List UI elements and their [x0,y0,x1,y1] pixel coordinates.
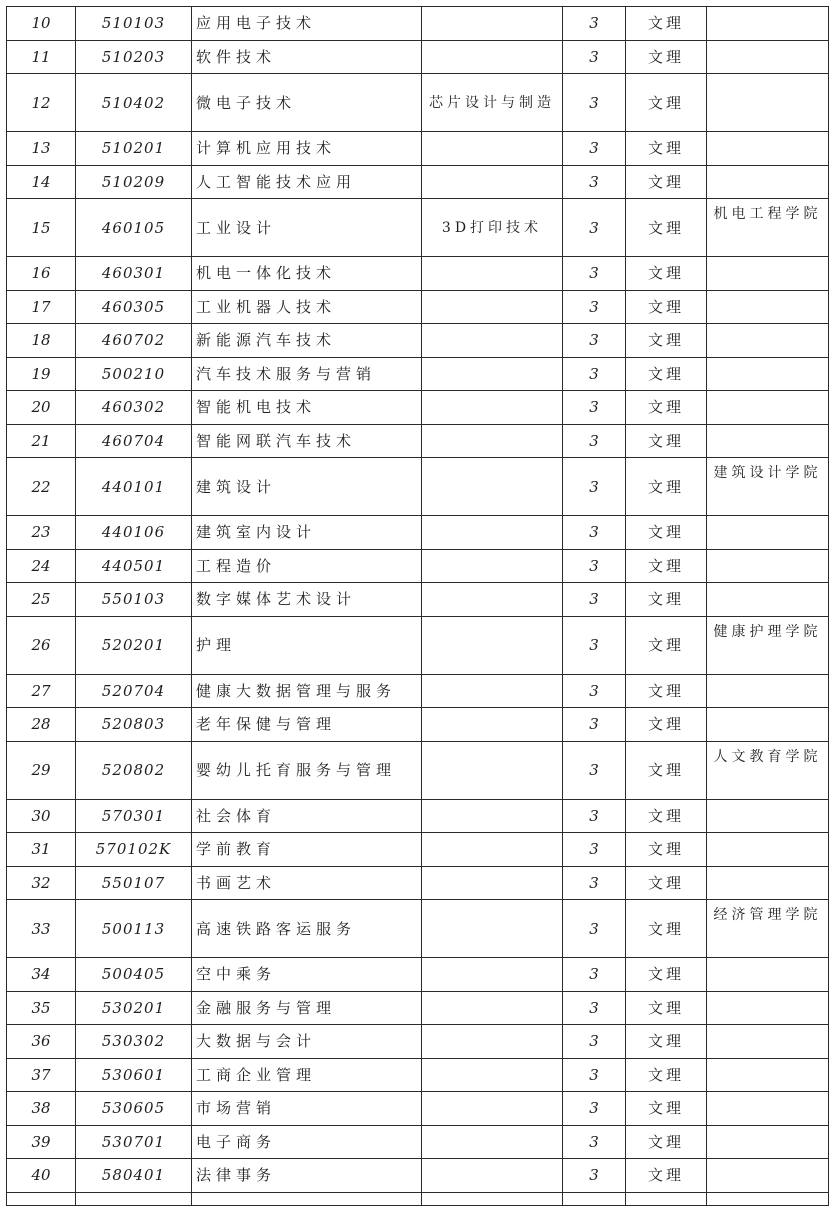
major-direction [422,424,563,458]
major-code: 460302 [76,391,192,425]
major-direction [422,833,563,867]
subject-category: 文理 [626,900,707,958]
row-number: 17 [7,290,76,324]
table-row [7,549,829,583]
row-number: 29 [7,741,76,799]
subject-category: 文理 [626,1159,707,1193]
major-code: 570102K [76,833,192,867]
major-code: 510201 [76,132,192,166]
major-name: 工业设计 [192,199,422,257]
subject-category: 文理 [626,708,707,742]
row-number: 39 [7,1125,76,1159]
table-row [7,900,829,958]
study-years: 3 [563,391,626,425]
major-code: 460704 [76,424,192,458]
subject-category: 文理 [626,583,707,617]
major-name: 空中乘务 [192,958,422,992]
row-number: 28 [7,708,76,742]
college-name [707,1058,829,1092]
subject-category: 文理 [626,991,707,1025]
major-code: 580401 [76,1159,192,1193]
college-name [707,583,829,617]
row-number: 25 [7,583,76,617]
major-direction [422,132,563,166]
study-years: 3 [563,290,626,324]
major-name: 工业机器人技术 [192,290,422,324]
college-name: 机电工程学院 [707,199,829,257]
major-name: 护理 [192,616,422,674]
college-name [707,7,829,41]
row-number: 20 [7,391,76,425]
major-name: 法律事务 [192,1159,422,1193]
empty-cell [707,1192,829,1205]
study-years: 3 [563,257,626,291]
major-table-body [7,7,829,1206]
major-direction [422,1058,563,1092]
subject-category: 文理 [626,74,707,132]
table-row [7,424,829,458]
row-number: 35 [7,991,76,1025]
study-years: 3 [563,458,626,516]
major-code: 520802 [76,741,192,799]
major-name: 数字媒体艺术设计 [192,583,422,617]
college-name [707,866,829,900]
major-code: 440501 [76,549,192,583]
college-name [707,549,829,583]
major-name: 健康大数据管理与服务 [192,674,422,708]
subject-category: 文理 [626,7,707,41]
major-direction [422,516,563,550]
college-name [707,1159,829,1193]
study-years: 3 [563,199,626,257]
major-name: 应用电子技术 [192,7,422,41]
college-name: 人文教育学院 [707,741,829,799]
row-number: 24 [7,549,76,583]
table-row [7,458,829,516]
row-number: 10 [7,7,76,41]
major-direction [422,1092,563,1126]
major-code: 440106 [76,516,192,550]
major-code: 460702 [76,324,192,358]
study-years: 3 [563,741,626,799]
row-number: 26 [7,616,76,674]
major-code: 530201 [76,991,192,1025]
major-code: 530701 [76,1125,192,1159]
major-code: 530601 [76,1058,192,1092]
study-years: 3 [563,132,626,166]
major-direction [422,616,563,674]
major-code: 510103 [76,7,192,41]
row-number: 32 [7,866,76,900]
major-name: 金融服务与管理 [192,991,422,1025]
subject-category: 文理 [626,741,707,799]
study-years: 3 [563,900,626,958]
major-code: 520803 [76,708,192,742]
major-code: 440101 [76,458,192,516]
study-years: 3 [563,357,626,391]
table-row [7,799,829,833]
table-row [7,199,829,257]
college-name [707,357,829,391]
subject-category: 文理 [626,324,707,358]
major-name: 工程造价 [192,549,422,583]
study-years: 3 [563,516,626,550]
major-name: 微电子技术 [192,74,422,132]
major-name: 电子商务 [192,1125,422,1159]
major-direction [422,900,563,958]
subject-category: 文理 [626,516,707,550]
subject-category: 文理 [626,833,707,867]
major-direction [422,324,563,358]
major-direction [422,741,563,799]
major-name: 汽车技术服务与营销 [192,357,422,391]
major-code: 570301 [76,799,192,833]
college-name [707,1092,829,1126]
row-number: 19 [7,357,76,391]
college-name [707,391,829,425]
row-number: 14 [7,165,76,199]
table-row [7,741,829,799]
subject-category: 文理 [626,424,707,458]
major-code: 550107 [76,866,192,900]
college-name [707,833,829,867]
study-years: 3 [563,583,626,617]
table-row [7,1125,829,1159]
major-direction [422,290,563,324]
major-code: 520201 [76,616,192,674]
major-direction [422,257,563,291]
major-name: 工商企业管理 [192,1058,422,1092]
table-row [7,391,829,425]
major-name: 智能网联汽车技术 [192,424,422,458]
study-years: 3 [563,7,626,41]
major-direction [422,583,563,617]
college-name [707,40,829,74]
row-number: 31 [7,833,76,867]
study-years: 3 [563,40,626,74]
table-row [7,1159,829,1193]
table-row [7,516,829,550]
table-row [7,674,829,708]
study-years: 3 [563,1125,626,1159]
major-direction [422,708,563,742]
college-name [707,799,829,833]
table-row [7,1025,829,1059]
subject-category: 文理 [626,866,707,900]
table-row [7,7,829,41]
major-direction [422,958,563,992]
major-name: 社会体育 [192,799,422,833]
major-name: 建筑设计 [192,458,422,516]
major-code: 460301 [76,257,192,291]
subject-category: 文理 [626,290,707,324]
subject-category: 文理 [626,1092,707,1126]
college-name [707,165,829,199]
major-direction [422,549,563,583]
table-row [7,616,829,674]
subject-category: 文理 [626,391,707,425]
subject-category: 文理 [626,165,707,199]
college-name: 经济管理学院 [707,900,829,958]
major-name: 高速铁路客运服务 [192,900,422,958]
study-years: 3 [563,991,626,1025]
major-name: 计算机应用技术 [192,132,422,166]
row-number: 38 [7,1092,76,1126]
major-code: 460305 [76,290,192,324]
major-direction [422,165,563,199]
study-years: 3 [563,616,626,674]
table-row [7,833,829,867]
table-row [7,324,829,358]
table-row-empty [7,1192,829,1205]
row-number: 11 [7,40,76,74]
study-years: 3 [563,424,626,458]
major-direction: 芯片设计与制造 [422,74,563,132]
row-number: 15 [7,199,76,257]
study-years: 3 [563,799,626,833]
major-direction [422,799,563,833]
study-years: 3 [563,165,626,199]
major-name: 婴幼儿托育服务与管理 [192,741,422,799]
row-number: 30 [7,799,76,833]
row-number: 18 [7,324,76,358]
empty-cell [563,1192,626,1205]
major-direction [422,391,563,425]
college-name [707,74,829,132]
study-years: 3 [563,958,626,992]
major-code: 550103 [76,583,192,617]
table-row [7,357,829,391]
study-years: 3 [563,1092,626,1126]
row-number: 33 [7,900,76,958]
table-row [7,708,829,742]
major-direction [422,991,563,1025]
college-name [707,1125,829,1159]
major-code: 500113 [76,900,192,958]
major-direction [422,866,563,900]
major-code: 530605 [76,1092,192,1126]
major-table [6,6,829,1206]
major-name: 智能机电技术 [192,391,422,425]
row-number: 16 [7,257,76,291]
table-row [7,866,829,900]
subject-category: 文理 [626,958,707,992]
major-code: 520704 [76,674,192,708]
row-number: 22 [7,458,76,516]
major-name: 软件技术 [192,40,422,74]
subject-category: 文理 [626,1058,707,1092]
table-row [7,583,829,617]
table-row [7,991,829,1025]
study-years: 3 [563,1025,626,1059]
empty-cell [7,1192,76,1205]
major-code: 500405 [76,958,192,992]
table-row [7,132,829,166]
study-years: 3 [563,708,626,742]
study-years: 3 [563,74,626,132]
subject-category: 文理 [626,616,707,674]
college-name [707,958,829,992]
subject-category: 文理 [626,1025,707,1059]
college-name: 建筑设计学院 [707,458,829,516]
major-name: 书画艺术 [192,866,422,900]
row-number: 12 [7,74,76,132]
major-direction [422,1159,563,1193]
table-row [7,958,829,992]
empty-cell [76,1192,192,1205]
major-name: 大数据与会计 [192,1025,422,1059]
study-years: 3 [563,833,626,867]
row-number: 40 [7,1159,76,1193]
major-code: 460105 [76,199,192,257]
subject-category: 文理 [626,799,707,833]
major-direction: 3D打印技术 [422,199,563,257]
row-number: 34 [7,958,76,992]
subject-category: 文理 [626,1125,707,1159]
major-code: 530302 [76,1025,192,1059]
table-row [7,290,829,324]
subject-category: 文理 [626,257,707,291]
study-years: 3 [563,1159,626,1193]
table-row [7,257,829,291]
college-name [707,324,829,358]
major-direction [422,7,563,41]
row-number: 21 [7,424,76,458]
college-name [707,290,829,324]
college-name [707,132,829,166]
major-direction [422,458,563,516]
major-direction [422,357,563,391]
empty-cell [192,1192,422,1205]
subject-category: 文理 [626,199,707,257]
major-direction [422,1125,563,1159]
row-number: 36 [7,1025,76,1059]
college-name [707,708,829,742]
major-name: 人工智能技术应用 [192,165,422,199]
subject-category: 文理 [626,132,707,166]
major-direction [422,1025,563,1059]
subject-category: 文理 [626,357,707,391]
study-years: 3 [563,1058,626,1092]
college-name [707,257,829,291]
major-name: 老年保健与管理 [192,708,422,742]
college-name [707,991,829,1025]
major-direction [422,40,563,74]
college-name [707,516,829,550]
college-name: 健康护理学院 [707,616,829,674]
empty-cell [626,1192,707,1205]
subject-category: 文理 [626,40,707,74]
subject-category: 文理 [626,549,707,583]
college-name [707,1025,829,1059]
study-years: 3 [563,674,626,708]
table-row [7,74,829,132]
table-row [7,1092,829,1126]
empty-cell [422,1192,563,1205]
college-name [707,424,829,458]
college-name [707,674,829,708]
major-direction [422,674,563,708]
major-code: 510203 [76,40,192,74]
row-number: 37 [7,1058,76,1092]
major-name: 机电一体化技术 [192,257,422,291]
major-name: 新能源汽车技术 [192,324,422,358]
row-number: 27 [7,674,76,708]
major-name: 市场营销 [192,1092,422,1126]
study-years: 3 [563,324,626,358]
major-code: 500210 [76,357,192,391]
study-years: 3 [563,866,626,900]
table-row [7,40,829,74]
major-name: 学前教育 [192,833,422,867]
table-row [7,1058,829,1092]
row-number: 23 [7,516,76,550]
row-number: 13 [7,132,76,166]
major-code: 510402 [76,74,192,132]
major-code: 510209 [76,165,192,199]
study-years: 3 [563,549,626,583]
subject-category: 文理 [626,674,707,708]
subject-category: 文理 [626,458,707,516]
major-name: 建筑室内设计 [192,516,422,550]
table-row [7,165,829,199]
